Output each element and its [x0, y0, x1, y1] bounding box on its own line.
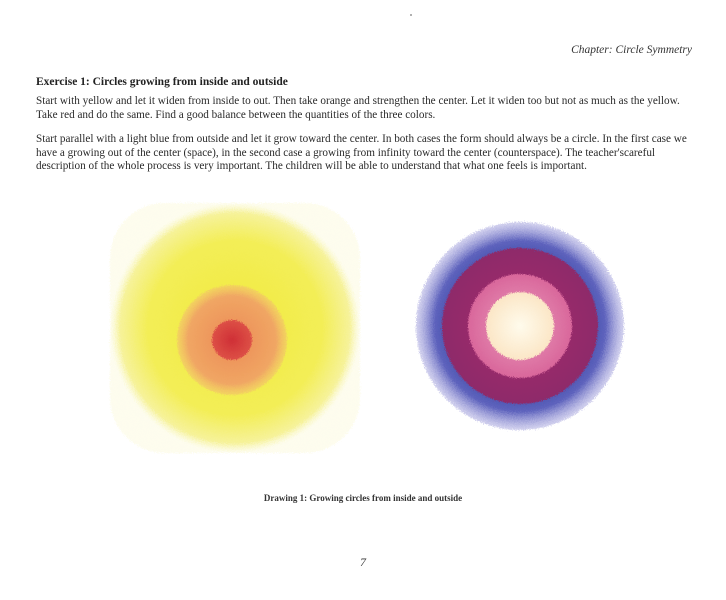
chapter-header: Chapter: Circle Symmetry [571, 44, 692, 56]
light-center [486, 292, 554, 360]
paragraph-2 [36, 133, 690, 174]
page-number: 7 [360, 555, 366, 569]
drawing-figure [80, 188, 660, 468]
paragraph-1 [36, 95, 690, 122]
left-drawing [110, 203, 360, 453]
scan-speck [410, 14, 412, 16]
red-center [212, 320, 252, 360]
paragraph-1-text: Start with yellow and let it widen from inside to out. Then take orange and strengthen the center. Let it widen too but not as much as the yellow. Take red and do the same. Find a good balance between the quantities of the three colors. [36, 95, 680, 121]
exercise-title: Exercise 1: Circles growing from inside and outside [36, 76, 288, 88]
paragraph-2-text: Start parallel with a light blue from outside and let it grow toward the center. In both cases the form should always be a circle. In the first case we have a growing out of the center (space), in the second case a growing from infinity toward the center (counterspace). The teacher'scareful description of the whole process is very important. The children will be able to understand that what one feels is important. [36, 133, 687, 173]
figure-caption: Drawing 1: Growing circles from inside and outside [263, 493, 463, 503]
right-drawing [416, 222, 624, 430]
